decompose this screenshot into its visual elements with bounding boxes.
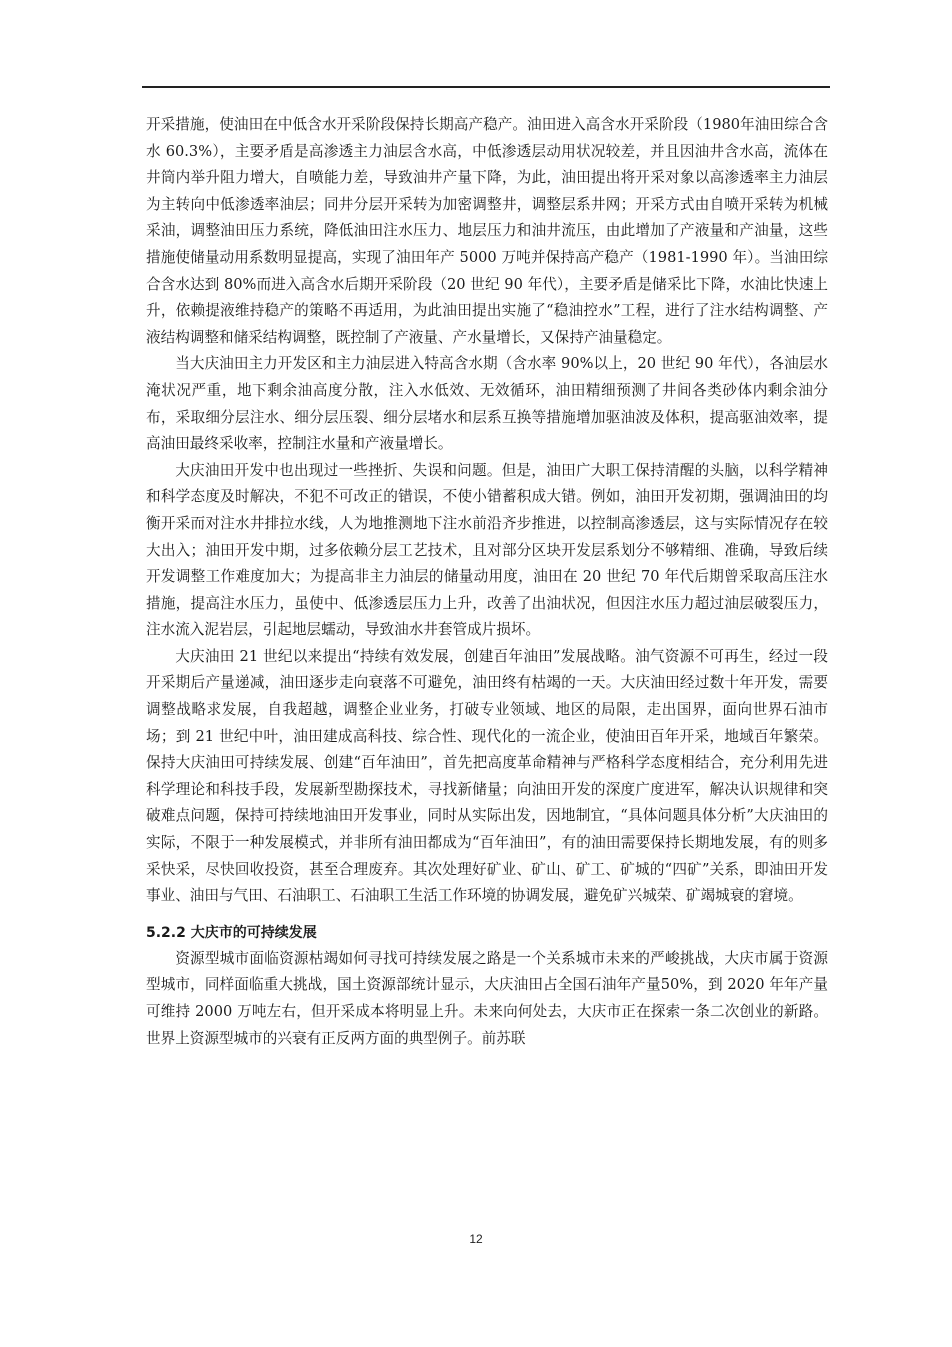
paragraph: 大庆油田 21 世纪以来提出“持续有效发展，创建百年油田”发展战略。油气资源不可再生，经过一段开采期后产量递减，油田逐步走向衰落不可避免，油田终有枯竭的一天。大庆油田经过数十年开发，需要调整战略求发展，自我超越，调整企业业务，打破专业领域、地区的局限，走出国界，面向世界石油市场；到 21 世纪中叶，油田建成高科技、综合性、现代化的一流企业，使油田百年开采，地域百年繁荣。保持大庆油田可持续发展、创建“百年油田”，首先把高度革命精神与严格科学态度相结合，充分利用先进科学理论和科技手段，发展新型勘探技术，寻找新储量；向油田开发的深度广度进军，解决认识规律和突破难点问题，保持可持续地油田开发事业，同时从实际出发，因地制宜，“具体问题具体分析”大庆油田的实际，不限于一种发展模式，并非所有油田都成为“百年油田”，有的油田需要保持长期地发展，有的则多采快采，尽快回收投资，甚至合理废弃。其次处理好矿业、矿山、矿工、矿城的“四矿”关系，即油田开发事业、油田与气田、石油职工、石油职工生活工作环境的协调发展，避免矿兴城荣、矿竭城衰的窘境。 bbox=[146, 647, 828, 905]
body-text bbox=[146, 112, 828, 1052]
section-heading: 5.2.2 大庆市的可持续发展 bbox=[146, 924, 317, 941]
paragraph: 大庆油田开发中也出现过一些挫折、失误和问题。但是，油田广大职工保持清醒的头脑，以科学精神和科学态度及时解决，不犯不可改正的错误，不使小错蓄积成大错。例如，油田开发初期，强调油田的均衡开采而对注水井排拉水线，人为地推测地下注水前沿齐步推进，以控制高渗透层，这与实际情况存在较大出入；油田开发中期，过多依赖分层工艺技术，且对部分区块开发层系划分不够精细、准确，导致后续开发调整工作难度加大；为提高非主力油层的储量动用度，油田在 20 世纪 70 年代后期曾采取高压注水措施，提高注水压力，虽使中、低渗透层压力上升，改善了出油状况，但因注水压力超过油层破裂压力，注水流入泥岩层，引起地层蠕动，导致油水井套管成片损坏。 bbox=[146, 461, 828, 639]
page-number: 12 bbox=[469, 1232, 483, 1246]
paragraph: 当大庆油田主力开发区和主力油层进入特高含水期（含水率 90%以上，20 世纪 90 年代），各油层水淹状况严重，地下剩余油高度分散，注入水低效、无效循环，油田精细预测了井间各类砂体内剩余油分布，采取细分层注水、细分层压裂、细分层堵水和层系互换等措施增加驱油波及体积，提高驱油效率，提高油田最终采收率，控制注水量和产液量增长。 bbox=[146, 355, 828, 453]
paragraph: 资源型城市面临资源枯竭如何寻找可持续发展之路是一个关系城市未来的严峻挑战，大庆市属于资源型城市，同样面临重大挑战，国土资源部统计显示，大庆油田占全国石油年产量50%，到 2020 年年产量可维持 2000 万吨左右，但开采成本将明显上升。未来向何处去，大庆市正在探索一条二次创业的新路。世界上资源型城市的兴衰有正反两方面的典型例子。前苏联 bbox=[146, 949, 828, 1047]
header-rule bbox=[142, 86, 830, 88]
paragraph: 开采措施，使油田在中低含水开采阶段保持长期高产稳产。油田进入高含水开采阶段（1980年油田综合含水 60.3%），主要矛盾是高渗透主力油层含水高，中低渗透层动用状况较差，并且因油井含水高，流体在井筒内举升阻力增大，自喷能力差，导致油井产量下降，为此，油田提出将开采对象以高渗透率主力油层为主转向中低渗透率油层；同井分层开采转为加密调整井，调整层系井网；开采方式由自喷开采转为机械采油，调整油田压力系统，降低油田注水压力、地层压力和油井流压，由此增加了产液量和产油量，这些措施使储量动用系数明显提高，实现了油田年产 5000 万吨并保持高产稳产（1981-1990 年）。当油田综合含水达到 80%而进入高含水后期开采阶段（20 世纪 90 年代），主要矛盾是储采比下降，水油比快速上升，依赖提液维持稳产的策略不再适用，为此油田提出实施了“稳油控水”工程，进行了注水结构调整、产液结构调整和储采结构调整，既控制了产液量、产水量增长，又保持产油量稳定。 bbox=[146, 116, 828, 346]
